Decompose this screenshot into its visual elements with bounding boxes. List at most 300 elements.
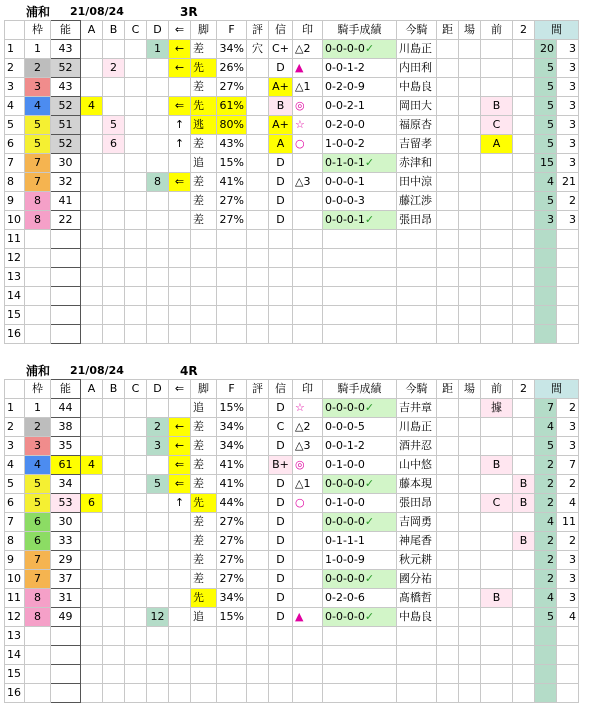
- trust-cell: B+: [269, 456, 293, 475]
- f-cell: 41%: [217, 456, 247, 475]
- waku-cell: 7: [25, 551, 51, 570]
- ability-cell: 37: [51, 570, 81, 589]
- jockey-cell: 山中悠: [397, 456, 437, 475]
- c-cell: [125, 513, 147, 532]
- interval2-cell: [557, 306, 579, 325]
- row-number: 15: [5, 665, 25, 684]
- column-header: 場: [459, 21, 481, 40]
- f-cell: 34%: [217, 418, 247, 437]
- interval2-cell: [557, 287, 579, 306]
- table-row: [5, 665, 579, 684]
- jockey-cell: 田中涼: [397, 173, 437, 192]
- second-cell: [513, 40, 535, 59]
- a-cell: [81, 230, 103, 249]
- arrow-cell: [169, 287, 191, 306]
- eval-cell: [247, 532, 269, 551]
- table-row: [5, 211, 579, 230]
- jockey-record-text: 0-0-0-0: [325, 42, 365, 55]
- eval-cell: [247, 230, 269, 249]
- prev-cell: [481, 173, 513, 192]
- interval2-cell: 7: [557, 456, 579, 475]
- mark-cell: ▲: [293, 608, 323, 627]
- b-cell: [103, 475, 125, 494]
- a-cell: [81, 154, 103, 173]
- interval-cell: 2: [535, 475, 557, 494]
- jockey-record-cell: [323, 684, 397, 703]
- style-cell: 先: [191, 97, 217, 116]
- prev-cell: [481, 513, 513, 532]
- interval-cell: 5: [535, 116, 557, 135]
- mark-cell: △1: [293, 78, 323, 97]
- table-row: [5, 513, 579, 532]
- course-cell: [459, 494, 481, 513]
- arrow-cell: ←: [169, 437, 191, 456]
- d-cell: 1: [147, 40, 169, 59]
- course-cell: [459, 78, 481, 97]
- jockey-cell: [397, 646, 437, 665]
- b-cell: [103, 570, 125, 589]
- table-row: [5, 192, 579, 211]
- jockey-cell: 張田昂: [397, 211, 437, 230]
- prev-cell: [481, 608, 513, 627]
- trust-cell: D: [269, 211, 293, 230]
- arrow-cell: [169, 211, 191, 230]
- interval2-cell: 3: [557, 437, 579, 456]
- column-header: B: [103, 21, 125, 40]
- mark-cell: [293, 268, 323, 287]
- arrow-cell: ↑: [169, 494, 191, 513]
- interval2-cell: 2: [557, 192, 579, 211]
- second-cell: [513, 437, 535, 456]
- column-header: 脚: [191, 21, 217, 40]
- distance-cell: [437, 437, 459, 456]
- column-header: 間: [535, 21, 579, 40]
- eval-cell: [247, 135, 269, 154]
- mark-cell: [293, 551, 323, 570]
- interval-cell: 5: [535, 437, 557, 456]
- course-cell: [459, 589, 481, 608]
- second-cell: [513, 287, 535, 306]
- row-number: 14: [5, 287, 25, 306]
- prev-cell: [481, 437, 513, 456]
- eval-cell: [247, 437, 269, 456]
- second-cell: [513, 135, 535, 154]
- distance-cell: [437, 249, 459, 268]
- check-icon: ✓: [364, 610, 375, 623]
- interval-cell: [535, 684, 557, 703]
- b-cell: [103, 173, 125, 192]
- a-cell: [81, 249, 103, 268]
- jockey-record-cell: [323, 154, 397, 173]
- row-number: 11: [5, 230, 25, 249]
- interval-cell: 4: [535, 513, 557, 532]
- style-cell: 差: [191, 551, 217, 570]
- interval-cell: [535, 665, 557, 684]
- style-cell: [191, 325, 217, 344]
- f-cell: 34%: [217, 437, 247, 456]
- second-cell: [513, 399, 535, 418]
- date-label: 21/08/24: [70, 5, 124, 18]
- d-cell: [147, 59, 169, 78]
- column-header: 距: [437, 380, 459, 399]
- jockey-record-text: 1-0-0-9: [325, 553, 365, 566]
- second-cell: [513, 456, 535, 475]
- table-row: [5, 325, 579, 344]
- corner-cell: [5, 380, 25, 399]
- f-cell: 27%: [217, 78, 247, 97]
- course-cell: [459, 268, 481, 287]
- trust-cell: [269, 249, 293, 268]
- row-number: 1: [5, 399, 25, 418]
- interval2-cell: [557, 230, 579, 249]
- trust-cell: D: [269, 513, 293, 532]
- interval-cell: 2: [535, 532, 557, 551]
- eval-cell: [247, 306, 269, 325]
- distance-cell: [437, 135, 459, 154]
- arrow-cell: [169, 532, 191, 551]
- b-cell: [103, 325, 125, 344]
- jockey-cell: 張田昂: [397, 494, 437, 513]
- second-cell: [513, 570, 535, 589]
- column-header: F: [217, 21, 247, 40]
- column-header: ⇐: [169, 21, 191, 40]
- trust-cell: [269, 325, 293, 344]
- mark-cell: [293, 627, 323, 646]
- second-cell: [513, 418, 535, 437]
- eval-cell: [247, 173, 269, 192]
- interval2-cell: 3: [557, 551, 579, 570]
- column-header: 信: [269, 21, 293, 40]
- jockey-record-cell: [323, 513, 397, 532]
- a-cell: 4: [81, 456, 103, 475]
- jockey-record-cell: [323, 40, 397, 59]
- row-number: 12: [5, 249, 25, 268]
- b-cell: [103, 287, 125, 306]
- prev-cell: [481, 684, 513, 703]
- arrow-cell: ←: [169, 418, 191, 437]
- a-cell: [81, 325, 103, 344]
- distance-cell: [437, 192, 459, 211]
- prev-cell: [481, 154, 513, 173]
- row-number: 10: [5, 570, 25, 589]
- jockey-record-cell: [323, 456, 397, 475]
- race-3r-table: [4, 20, 579, 344]
- table-row: [5, 589, 579, 608]
- f-cell: 26%: [217, 59, 247, 78]
- b-cell: [103, 78, 125, 97]
- ability-cell: 22: [51, 211, 81, 230]
- arrow-cell: [169, 249, 191, 268]
- table-row: [5, 97, 579, 116]
- distance-cell: [437, 627, 459, 646]
- distance-cell: [437, 154, 459, 173]
- jockey-record-cell: [323, 532, 397, 551]
- column-header: 距: [437, 21, 459, 40]
- table-row: [5, 418, 579, 437]
- row-number: 2: [5, 59, 25, 78]
- b-cell: [103, 684, 125, 703]
- second-cell: [513, 173, 535, 192]
- waku-cell: [25, 249, 51, 268]
- eval-cell: 穴: [247, 40, 269, 59]
- jockey-record-cell: [323, 399, 397, 418]
- jockey-record-cell: [323, 437, 397, 456]
- column-header: 能: [51, 21, 81, 40]
- d-cell: [147, 135, 169, 154]
- course-cell: [459, 684, 481, 703]
- trust-cell: D: [269, 59, 293, 78]
- eval-cell: [247, 684, 269, 703]
- eval-cell: [247, 249, 269, 268]
- interval-cell: [535, 646, 557, 665]
- b-cell: [103, 551, 125, 570]
- jockey-record-cell: [323, 287, 397, 306]
- ability-cell: 41: [51, 192, 81, 211]
- style-cell: [191, 665, 217, 684]
- distance-cell: [437, 78, 459, 97]
- trust-cell: [269, 268, 293, 287]
- d-cell: [147, 192, 169, 211]
- row-number: 3: [5, 78, 25, 97]
- table-row: [5, 684, 579, 703]
- b-cell: [103, 437, 125, 456]
- distance-cell: [437, 399, 459, 418]
- second-cell: B: [513, 494, 535, 513]
- interval2-cell: 3: [557, 570, 579, 589]
- second-cell: [513, 608, 535, 627]
- eval-cell: [247, 456, 269, 475]
- second-cell: [513, 513, 535, 532]
- prev-cell: [481, 627, 513, 646]
- trust-cell: [269, 287, 293, 306]
- f-cell: 27%: [217, 532, 247, 551]
- c-cell: [125, 211, 147, 230]
- second-cell: [513, 665, 535, 684]
- c-cell: [125, 192, 147, 211]
- interval2-cell: 2: [557, 475, 579, 494]
- c-cell: [125, 437, 147, 456]
- column-header: 間: [535, 380, 579, 399]
- trust-cell: A+: [269, 78, 293, 97]
- ability-cell: [51, 268, 81, 287]
- style-cell: 逃: [191, 116, 217, 135]
- eval-cell: [247, 116, 269, 135]
- trust-cell: D: [269, 589, 293, 608]
- interval2-cell: 3: [557, 59, 579, 78]
- jockey-record-text: 0-0-1-2: [325, 61, 365, 74]
- mark-cell: [293, 589, 323, 608]
- style-cell: 差: [191, 40, 217, 59]
- trust-cell: B: [269, 97, 293, 116]
- style-cell: 差: [191, 475, 217, 494]
- distance-cell: [437, 494, 459, 513]
- column-header: 印: [293, 380, 323, 399]
- f-cell: [217, 325, 247, 344]
- jockey-record-text: 0-1-0-1: [325, 156, 365, 169]
- eval-cell: [247, 399, 269, 418]
- style-cell: 追: [191, 399, 217, 418]
- course-cell: [459, 59, 481, 78]
- eval-cell: [247, 551, 269, 570]
- jockey-record-cell: [323, 173, 397, 192]
- column-header: 信: [269, 380, 293, 399]
- course-cell: [459, 325, 481, 344]
- arrow-cell: [169, 608, 191, 627]
- mark-cell: [293, 211, 323, 230]
- distance-cell: [437, 608, 459, 627]
- course-cell: [459, 306, 481, 325]
- a-cell: [81, 40, 103, 59]
- mark-cell: [293, 665, 323, 684]
- waku-cell: 6: [25, 532, 51, 551]
- jockey-record-cell: [323, 589, 397, 608]
- trust-cell: [269, 665, 293, 684]
- arrow-cell: ↑: [169, 116, 191, 135]
- course-cell: [459, 437, 481, 456]
- distance-cell: [437, 287, 459, 306]
- distance-cell: [437, 456, 459, 475]
- style-cell: 先: [191, 59, 217, 78]
- f-cell: 15%: [217, 399, 247, 418]
- jockey-record-cell: [323, 494, 397, 513]
- arrow-cell: [169, 325, 191, 344]
- second-cell: B: [513, 532, 535, 551]
- second-cell: [513, 268, 535, 287]
- c-cell: [125, 475, 147, 494]
- style-cell: 差: [191, 135, 217, 154]
- column-header: C: [125, 21, 147, 40]
- check-icon: ✓: [364, 42, 375, 55]
- jockey-cell: 吉留孝: [397, 135, 437, 154]
- a-cell: [81, 570, 103, 589]
- interval-cell: 20: [535, 40, 557, 59]
- table-row: [5, 494, 579, 513]
- arrow-cell: [169, 268, 191, 287]
- column-header: 枠: [25, 21, 51, 40]
- waku-cell: 4: [25, 97, 51, 116]
- prev-cell: B: [481, 456, 513, 475]
- row-number: 6: [5, 494, 25, 513]
- interval2-cell: 2: [557, 399, 579, 418]
- interval2-cell: 4: [557, 494, 579, 513]
- style-cell: 先: [191, 589, 217, 608]
- prev-cell: 據: [481, 399, 513, 418]
- c-cell: [125, 306, 147, 325]
- second-cell: [513, 78, 535, 97]
- jockey-cell: 國分祐: [397, 570, 437, 589]
- d-cell: [147, 399, 169, 418]
- style-cell: 差: [191, 192, 217, 211]
- jockey-record-cell: [323, 78, 397, 97]
- interval-cell: [535, 268, 557, 287]
- race-3r-block: [2, 3, 600, 345]
- second-cell: [513, 325, 535, 344]
- check-icon: ✓: [364, 515, 375, 528]
- waku-cell: 2: [25, 418, 51, 437]
- distance-cell: [437, 551, 459, 570]
- column-header: 2: [513, 380, 535, 399]
- column-header-row: [5, 21, 579, 40]
- column-header: F: [217, 380, 247, 399]
- column-header: 評: [247, 21, 269, 40]
- interval2-cell: [557, 684, 579, 703]
- eval-cell: [247, 154, 269, 173]
- b-cell: 2: [103, 59, 125, 78]
- ability-cell: 33: [51, 532, 81, 551]
- ability-cell: [51, 230, 81, 249]
- table-row: [5, 306, 579, 325]
- d-cell: [147, 287, 169, 306]
- jockey-record-cell: [323, 230, 397, 249]
- jockey-cell: [397, 627, 437, 646]
- jockey-record-text: 0-1-1-1: [325, 534, 365, 547]
- b-cell: [103, 192, 125, 211]
- ability-cell: [51, 306, 81, 325]
- a-cell: [81, 475, 103, 494]
- row-number: 10: [5, 211, 25, 230]
- prev-cell: [481, 532, 513, 551]
- c-cell: [125, 78, 147, 97]
- b-cell: [103, 665, 125, 684]
- jockey-record-cell: [323, 665, 397, 684]
- waku-cell: [25, 627, 51, 646]
- ability-cell: [51, 249, 81, 268]
- b-cell: 6: [103, 135, 125, 154]
- course-cell: [459, 287, 481, 306]
- jockey-cell: [397, 268, 437, 287]
- table-row: [5, 399, 579, 418]
- waku-cell: 3: [25, 437, 51, 456]
- second-cell: [513, 192, 535, 211]
- f-cell: 27%: [217, 211, 247, 230]
- d-cell: [147, 456, 169, 475]
- waku-cell: 7: [25, 570, 51, 589]
- d-cell: [147, 665, 169, 684]
- eval-cell: [247, 494, 269, 513]
- prev-cell: [481, 192, 513, 211]
- arrow-cell: [169, 306, 191, 325]
- c-cell: [125, 135, 147, 154]
- b-cell: [103, 532, 125, 551]
- arrow-cell: ←: [169, 59, 191, 78]
- jockey-cell: [397, 306, 437, 325]
- row-number: 14: [5, 646, 25, 665]
- jockey-record-cell: [323, 608, 397, 627]
- eval-cell: [247, 627, 269, 646]
- c-cell: [125, 494, 147, 513]
- distance-cell: [437, 268, 459, 287]
- b-cell: 5: [103, 116, 125, 135]
- arrow-cell: [169, 570, 191, 589]
- jockey-record-cell: [323, 97, 397, 116]
- style-cell: 差: [191, 173, 217, 192]
- trust-cell: D: [269, 475, 293, 494]
- jockey-record-cell: [323, 551, 397, 570]
- d-cell: [147, 513, 169, 532]
- interval-cell: 5: [535, 78, 557, 97]
- f-cell: 61%: [217, 97, 247, 116]
- check-icon: ✓: [364, 401, 375, 414]
- trust-cell: C: [269, 418, 293, 437]
- interval-cell: 4: [535, 173, 557, 192]
- column-header: 前: [481, 380, 513, 399]
- ability-cell: 52: [51, 97, 81, 116]
- ability-cell: 44: [51, 399, 81, 418]
- waku-cell: 8: [25, 589, 51, 608]
- jockey-record-text: 1-0-0-2: [325, 137, 365, 150]
- eval-cell: [247, 646, 269, 665]
- mark-cell: [293, 325, 323, 344]
